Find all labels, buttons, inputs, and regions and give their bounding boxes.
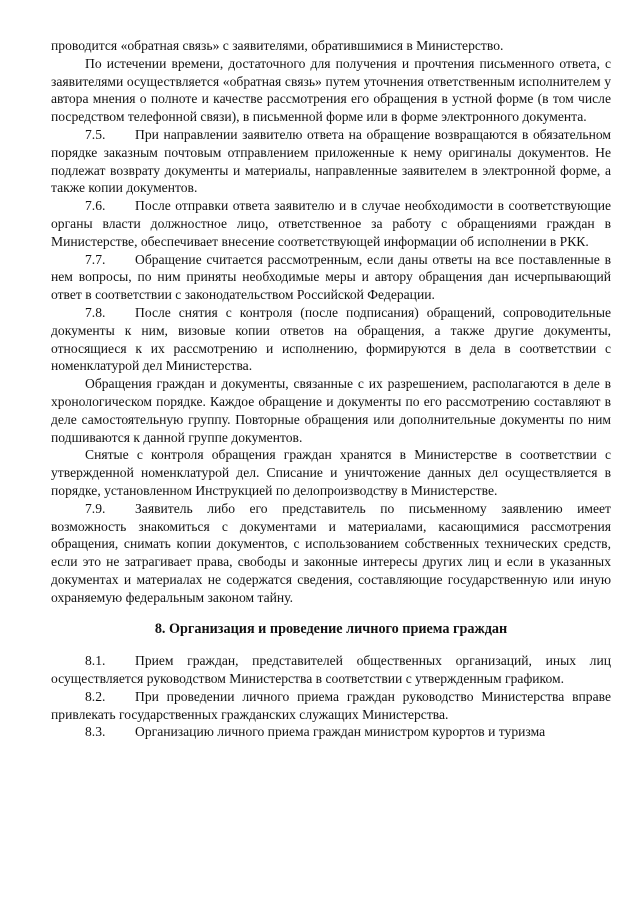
- section-8-heading: 8. Организация и проведение личного приема граждан: [154, 620, 508, 637]
- clause-number: 7.8.: [85, 304, 106, 320]
- clause-8-3: [51, 723, 611, 741]
- clause-text: После снятия с контроля (после подписания) обращений, сопроводительные документы к ним, визовые копии ответов на обращения, а также другие документы, относящиеся к их рассмотрению и исполнению, формируются в дела в соответствии с номенклатурой дел Министерства.: [51, 304, 611, 374]
- section-7-tail: [51, 37, 611, 607]
- paragraph-text: Снятые с контроля обращения граждан хранятся в Министерстве в соответствии с утвержденной номенклатурой дел. Списание и уничтожение данных дел осуществляется в порядке, установленном Инструкцией по делопроизводству в Министерстве.: [51, 447, 611, 498]
- clause-number: 7.6.: [85, 198, 106, 214]
- paragraph-text: проводится «обратная связь» с заявителями, обратившимися в Министерство.: [51, 38, 504, 53]
- clause-8-2: [51, 688, 611, 724]
- paragraph-text: Обращения граждан и документы, связанные с их разрешением, располагаются в деле в хронологическом порядке. Каждое обращение и документы по его рассмотрению составляют в деле самостоятельную группу. Повторные обращения или дополнительные документы по ним подшиваются к данной группе документов.: [51, 376, 611, 445]
- clause-text: Прием граждан, представителей общественных организаций, иных лиц осуществляется руководством Министерства в соответствии с утвержденным графиком.: [51, 653, 611, 687]
- clause-7-8: [51, 304, 611, 375]
- clause-number: 7.9.: [85, 500, 106, 516]
- document-page: [51, 37, 611, 741]
- clause-7-9: [51, 500, 611, 607]
- clause-number: 8.1.: [85, 653, 106, 669]
- paragraph-text: По истечении времени, достаточного для получения и прочтения письменного ответа, с заявителями осуществляется «обратная связь» путем уточнения ответственным исполнителем у автора мнения о полноте и качестве рассмотрения его обращения в устной форме (в том числе посредством телефонной связи), в письменной форме или в форме электронного документа.: [51, 55, 611, 125]
- paragraph-feedback-tail: [51, 37, 611, 55]
- clause-text: После отправки ответа заявителю и в случае необходимости в соответствующие органы власти должностное лицо, ответственное за работу с обращениями граждан в Министерстве, обеспечивает внесение соответствующей информации об исполнении в РКК.: [51, 198, 611, 249]
- clause-number: 7.7.: [85, 251, 106, 267]
- clause-7-7: [51, 251, 611, 304]
- clause-text: Заявитель либо его представитель по письменному заявлению имеет возможность знакомиться с документами и материалами, касающимися рассмотрения обращения, снимать копии документов, с использованием собственных технических средств, если это не затрагивает права, свободы и законные интересы других лиц и если в указанных документах и материалах не содержатся сведения, составляющие государственную или иную охраняемую федеральным законом тайну.: [51, 500, 611, 605]
- paragraph-records-order: [51, 375, 611, 446]
- clause-text: Обращение считается рассмотренным, если даны ответы на все поставленные в нем вопросы, по ним приняты необходимые меры и автору обращения дан исчерпывающий ответ в соответствии с законодательством Российской Федерации.: [51, 251, 611, 303]
- clause-text: Организацию личного приема граждан министром курортов и туризма: [135, 724, 546, 740]
- clause-number: 7.5.: [85, 126, 106, 142]
- section-8: [51, 652, 611, 741]
- clause-7-5: [51, 126, 611, 197]
- clause-text: При направлении заявителю ответа на обращение возвращаются в обязательном порядке заказным почтовым отправлением приложенные к нему оригиналы документов. Не подлежат возврату документы и материалы, направленные заявителем в электронной форме, а также копии документов.: [51, 126, 611, 196]
- paragraph-feedback: [51, 55, 611, 126]
- clause-text: При проведении личного приема граждан руководство Министерства вправе привлекать государственных гражданских служащих Министерства.: [51, 688, 611, 722]
- clause-number: 8.3.: [85, 724, 106, 740]
- clause-number: 8.2.: [85, 688, 106, 704]
- paragraph-records-storage: [51, 446, 611, 499]
- clause-7-6: [51, 197, 611, 250]
- clause-8-1: [51, 652, 611, 688]
